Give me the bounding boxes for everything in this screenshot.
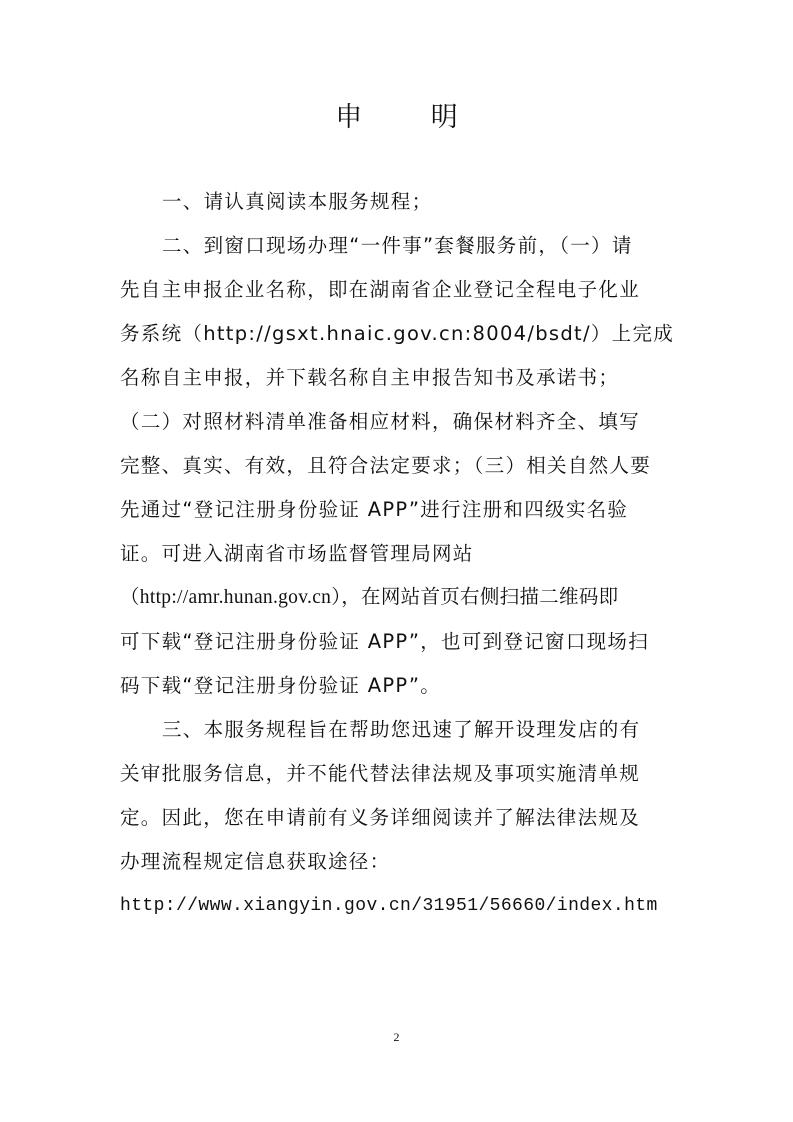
paragraph-2-line-10: 可下载“登记注册身份验证 APP”，也可到登记窗口现场扫 [120,630,650,653]
paragraph-2-line-4: 名称自主申报，并下载名称自主申报告知书及承诺书； [120,366,620,389]
paragraph-2-line-8: 证。可进入湖南省市场监督管理局网站 [120,542,474,565]
paragraph-2-line-7: 先通过“登记注册身份验证 APP”进行注册和四级实名验 [120,498,629,521]
paragraph-2-line-11: 码下载“登记注册身份验证 APP”。 [120,674,442,697]
paragraph-2-line-1: 二、到窗口现场办理“一件事”套餐服务前，（一）请 [162,234,633,257]
paragraph-2-line-9: （http://amr.hunan.gov.cn），在网站首页右侧扫描二维码即 [120,587,619,608]
page-title: 申 明 [335,102,488,133]
paragraph-2-line-3: 务系统（http://gsxt.hnaic.gov.cn:8004/bsdt/）上完成 [120,322,675,345]
paragraph-2-line-5: （二）对照材料清单准备相应材料，确保材料齐全、填写 [120,410,641,433]
page-number: 2 [393,1030,400,1044]
info-url: http://www.xiangyin.gov.cn/31951/56660/index.htm [120,896,658,916]
paragraph-3-line-2: 关审批服务信息，并不能代替法律法规及事项实施清单规 [120,762,641,785]
paragraph-3-line-3: 定。因此，您在申请前有义务详细阅读并了解法律法规及 [120,806,641,829]
paragraph-2-line-6: 完整、真实、有效，且符合法定要求；（三）相关自然人要 [120,454,652,477]
paragraph-3-line-4: 办理流程规定信息获取途径： [120,850,391,873]
paragraph-1-line-1: 一、请认真阅读本服务规程； [162,190,433,213]
paragraph-2-line-2: 先自主申报企业名称，即在湖南省企业登记全程电子化业 [120,278,641,301]
paragraph-3-line-1: 三、本服务规程旨在帮助您迅速了解开设理发店的有 [162,718,641,741]
